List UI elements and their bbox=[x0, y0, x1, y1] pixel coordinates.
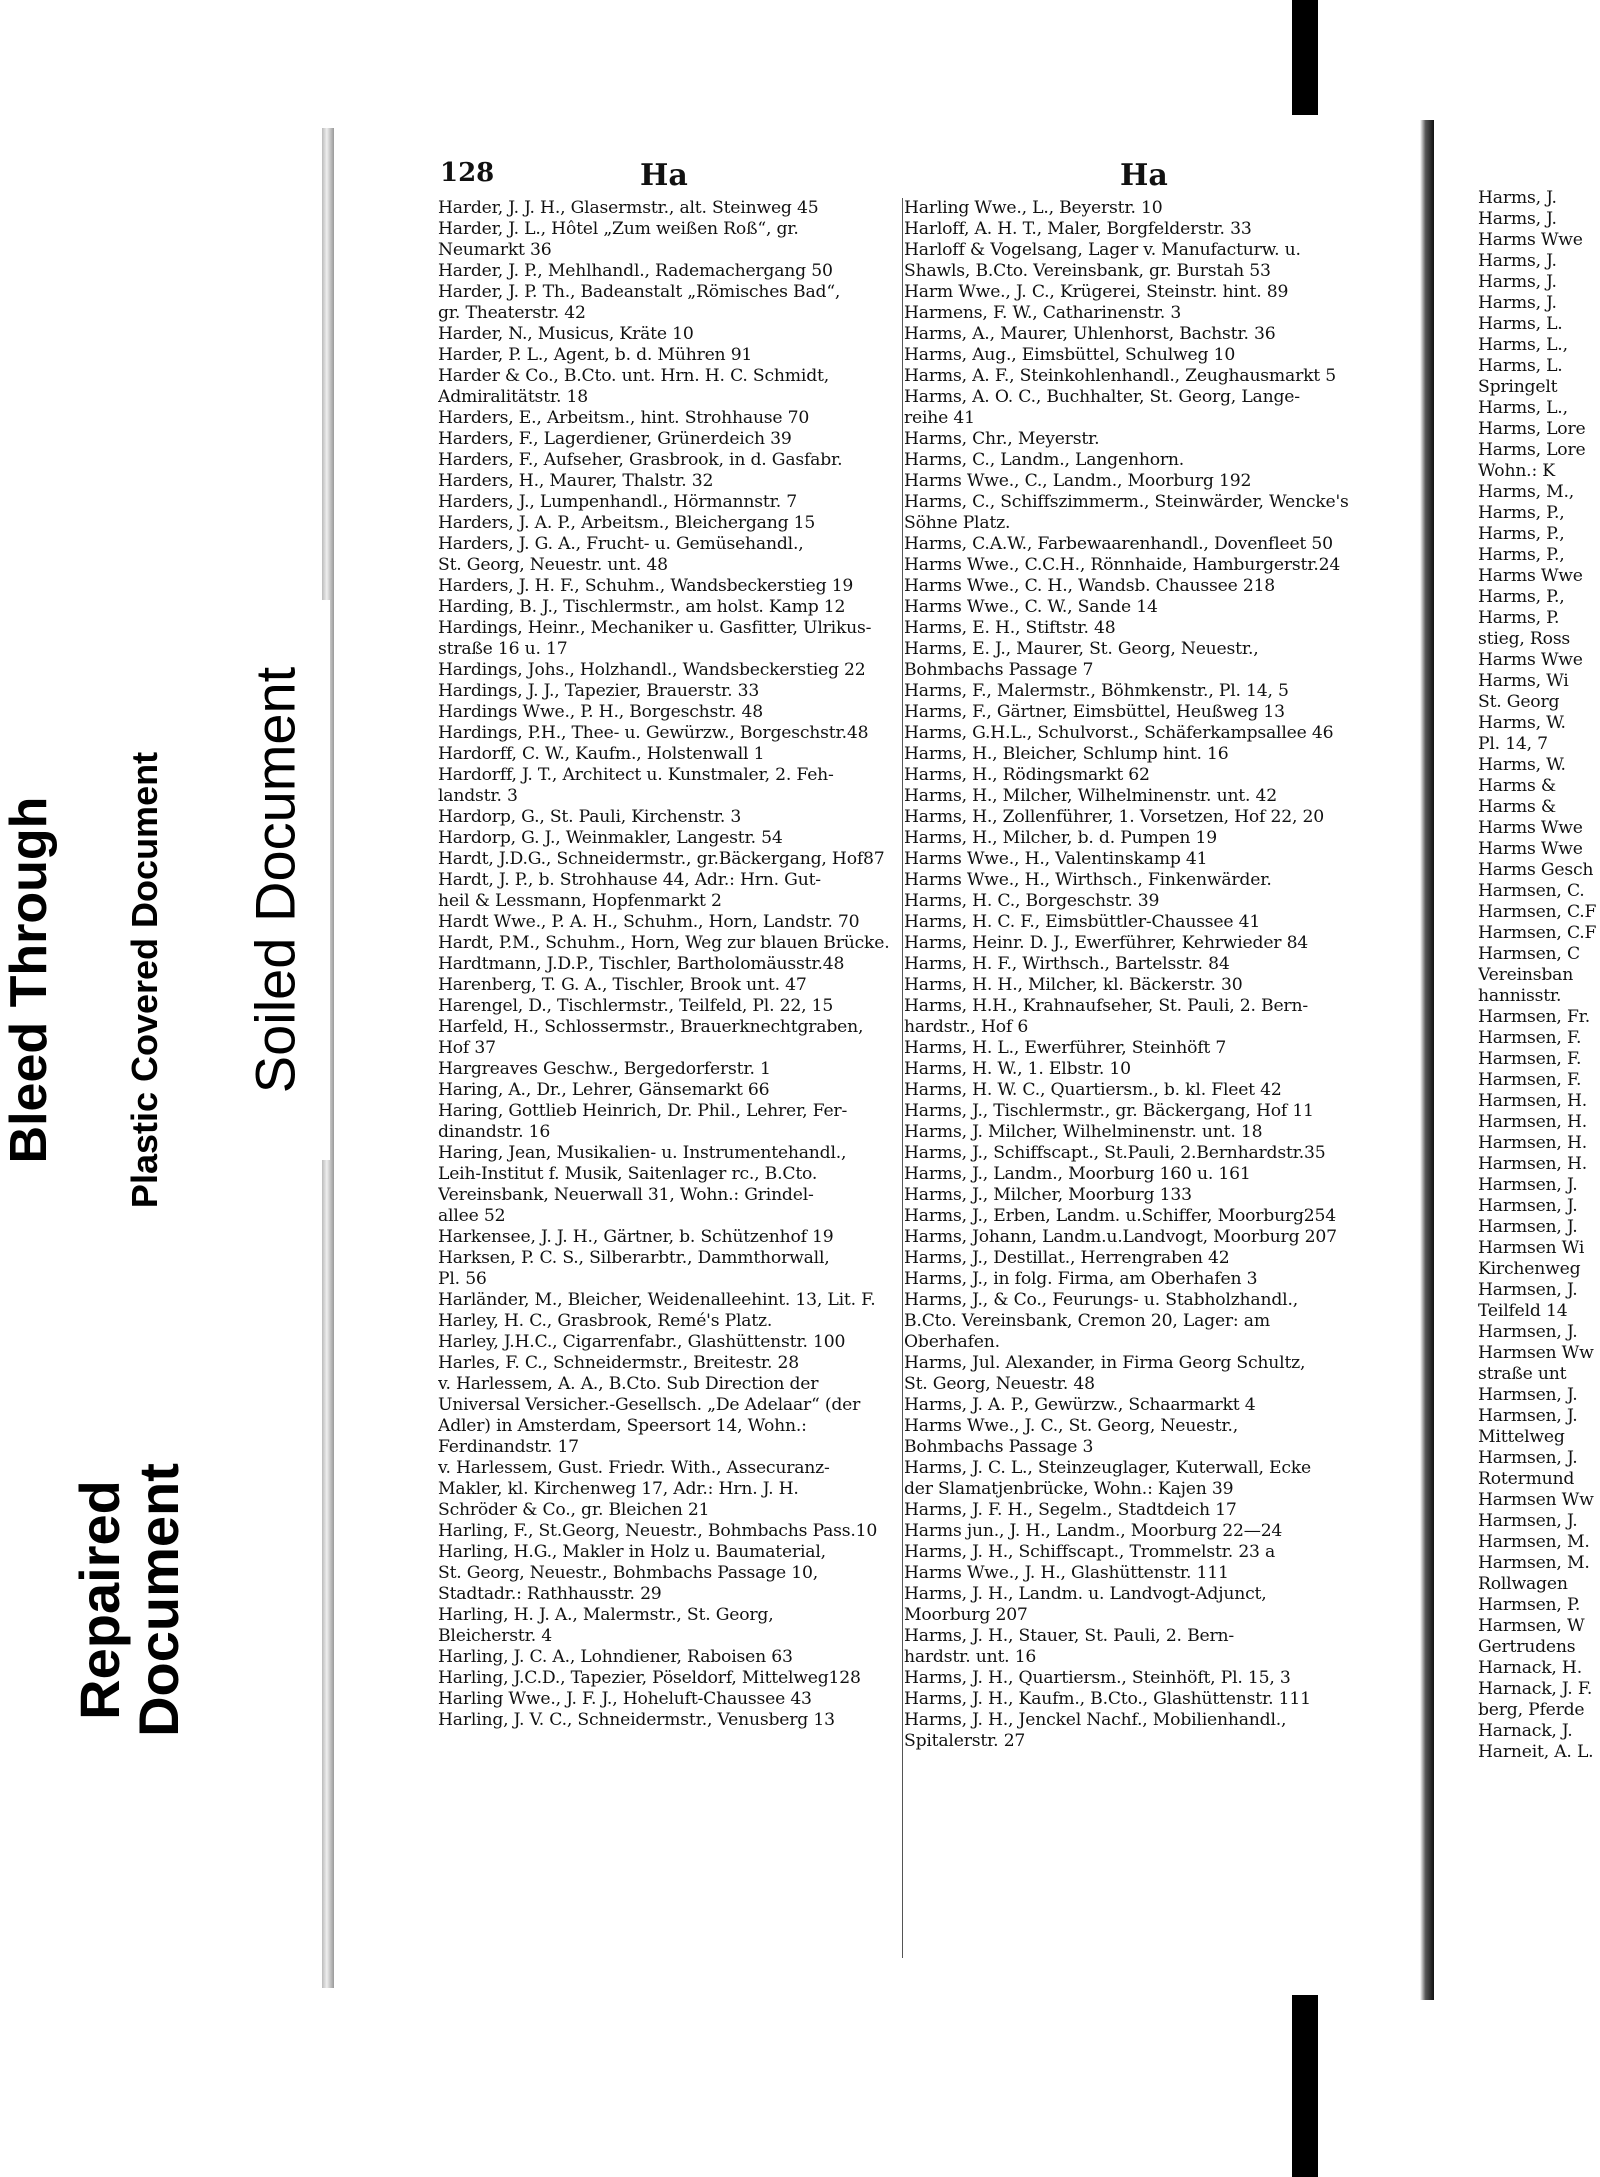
directory-entry-line: v. Harlessem, A. A., B.Cto. Sub Direction der bbox=[438, 1374, 819, 1394]
directory-entry-line: Harms, J., Tischlermstr., gr. Bäckergang, Hof 11 bbox=[904, 1101, 1314, 1121]
directory-entry-line: Harms, Lore bbox=[1478, 440, 1586, 460]
directory-entry-line: hardstr., Hof 6 bbox=[904, 1017, 1029, 1037]
directory-entry-line: Harms, E. J., Maurer, St. Georg, Neuestr., bbox=[904, 639, 1259, 659]
directory-entry-line: St. Georg, Neuestr., Bohmbachs Passage 10, bbox=[438, 1563, 818, 1583]
directory-entry-line: Hargreaves Geschw., Bergedorferstr. 1 bbox=[438, 1059, 771, 1079]
directory-entry-line: Harnack, J. F. bbox=[1478, 1679, 1593, 1699]
directory-entry-line: Harms, J., Erben, Landm. u.Schiffer, Moorburg254 bbox=[904, 1206, 1336, 1226]
directory-entry-line: Harmsen, H. bbox=[1478, 1091, 1587, 1111]
directory-entry-line: Harms, Heinr. D. J., Ewerführer, Kehrwieder 84 bbox=[904, 933, 1309, 953]
directory-entry-line: Harms, H., Bleicher, Schlump hint. 16 bbox=[904, 744, 1229, 764]
directory-entry-line: Harms, A. O. C., Buchhalter, St. Georg, Lange- bbox=[904, 387, 1300, 407]
directory-entry-line: Harms Wwe bbox=[1478, 839, 1583, 859]
stamp-soiled-text: Soiled Document bbox=[243, 666, 307, 1094]
directory-entry-line: Harms, J., Destillat., Herrengraben 42 bbox=[904, 1248, 1230, 1268]
directory-entry-line: Harmsen, J. bbox=[1478, 1322, 1578, 1342]
directory-entry-line: Harms, Wi bbox=[1478, 671, 1569, 691]
directory-entry-line: Harmsen, J. bbox=[1478, 1511, 1578, 1531]
directory-entry-line: Harder & Co., B.Cto. unt. Hrn. H. C. Schmidt, bbox=[438, 366, 829, 386]
right-column-heading: Ha bbox=[1120, 158, 1168, 193]
page-header bbox=[440, 158, 1340, 192]
directory-entry-line: Harms Wwe., C. W., Sande 14 bbox=[904, 597, 1158, 617]
directory-entry-line: Haring, Gottlieb Heinrich, Dr. Phil., Lehrer, Fer- bbox=[438, 1101, 848, 1121]
directory-entry-line: Hardings, Heinr., Mechaniker u. Gasfitter, Ulrikus- bbox=[438, 618, 872, 638]
directory-entry-line: Harms Wwe., C. H., Wandsb. Chaussee 218 bbox=[904, 576, 1276, 596]
directory-entry-line: Harms, J. bbox=[1478, 272, 1557, 292]
directory-entry-line: reihe 41 bbox=[904, 408, 975, 428]
directory-entry-line: Harmsen, F. bbox=[1478, 1049, 1582, 1069]
directory-entry-line: straße 16 u. 17 bbox=[438, 639, 568, 659]
directory-entry-line: Hardt Wwe., P. A. H., Schuhm., Horn, Landstr. 70 bbox=[438, 912, 860, 932]
directory-entry-line: Harms Wwe., J. C., St. Georg, Neuestr., bbox=[904, 1416, 1239, 1436]
directory-entry-line: Harms, P. bbox=[1478, 608, 1560, 628]
directory-entry-line: B.Cto. Vereinsbank, Cremon 20, Lager: am bbox=[904, 1311, 1270, 1331]
stamp-soiled-document bbox=[220, 600, 330, 1160]
directory-entry-line: Stadtadr.: Rathhausstr. 29 bbox=[438, 1584, 662, 1604]
directory-entry-line: Harms, C.A.W., Farbewaarenhandl., Dovenfleet 50 bbox=[904, 534, 1333, 554]
directory-entry-line: Haring, A., Dr., Lehrer, Gänsemarkt 66 bbox=[438, 1080, 770, 1100]
directory-entry-line: Vereinsbank, Neuerwall 31, Wohn.: Grindel- bbox=[438, 1185, 814, 1205]
directory-entry-line: Harms Wwe., H., Wirthsch., Finkenwärder. bbox=[904, 870, 1272, 890]
directory-entry-line: Harmsen, J. bbox=[1478, 1448, 1578, 1468]
directory-entry-line: Harmsen, F. bbox=[1478, 1070, 1582, 1090]
directory-entry-line: Harms, C., Schiffszimmerm., Steinwärder, Wencke's bbox=[904, 492, 1349, 512]
directory-entry-line: Harms, L., bbox=[1478, 398, 1568, 418]
directory-entry-line: Harling Wwe., L., Beyerstr. 10 bbox=[904, 198, 1163, 218]
directory-entry-line: Harfeld, H., Schlossermstr., Brauerknechtgraben, bbox=[438, 1017, 864, 1037]
directory-entry-line: Harloff, A. H. T., Maler, Borgfelderstr. 33 bbox=[904, 219, 1252, 239]
directory-entry-line: landstr. 3 bbox=[438, 786, 518, 806]
next-page-edge-column bbox=[1478, 188, 1600, 1763]
directory-entry-line: gr. Theaterstr. 42 bbox=[438, 303, 586, 323]
directory-entry-line: Harms, J., Landm., Moorburg 160 u. 161 bbox=[904, 1164, 1251, 1184]
directory-entry-line: Harles, F. C., Schneidermstr., Breitestr. 28 bbox=[438, 1353, 799, 1373]
directory-entry-line: Harms, J. H., Stauer, St. Pauli, 2. Bern- bbox=[904, 1626, 1234, 1646]
directory-entry-line: Harms, J. H., Jenckel Nachf., Mobilienhandl., bbox=[904, 1710, 1287, 1730]
directory-entry-line: Harländer, M., Bleicher, Weidenalleehint. 13, Lit. F. bbox=[438, 1290, 876, 1310]
directory-entry-line: Moorburg 207 bbox=[904, 1605, 1028, 1625]
directory-entry-line: Harmsen, H. bbox=[1478, 1112, 1587, 1132]
directory-entry-line: Harms, H. C. F., Eimsbüttler-Chaussee 41 bbox=[904, 912, 1261, 932]
directory-entry-line: Harmsen, F. bbox=[1478, 1028, 1582, 1048]
directory-entry-line: St. Georg bbox=[1478, 692, 1560, 712]
directory-entry-line: Harnack, H. bbox=[1478, 1658, 1582, 1678]
directory-entry-line: straße unt bbox=[1478, 1364, 1567, 1384]
directory-entry-line: Harms, P., bbox=[1478, 503, 1565, 523]
directory-entry-line: Hardorp, G. J., Weinmakler, Langestr. 54 bbox=[438, 828, 783, 848]
directory-entry-line: Hardt, J. P., b. Strohhause 44, Adr.: Hrn. Gut- bbox=[438, 870, 821, 890]
directory-entry-line: Harms, P., bbox=[1478, 587, 1565, 607]
directory-entry-line: Harms, J. bbox=[1478, 251, 1557, 271]
directory-entry-line: Gertrudens bbox=[1478, 1637, 1576, 1657]
directory-entry-line: Kirchenweg bbox=[1478, 1259, 1581, 1279]
directory-entry-line: Harms, J., in folg. Firma, am Oberhafen 3 bbox=[904, 1269, 1258, 1289]
directory-entry-line: Bohmbachs Passage 7 bbox=[904, 660, 1094, 680]
directory-entry-line: stieg, Ross bbox=[1478, 629, 1571, 649]
directory-entry-line: Harms, G.H.L., Schulvorst., Schäferkampsallee 46 bbox=[904, 723, 1334, 743]
directory-entry-line: Harms, J. H., Quartiersm., Steinhöft, Pl. 15, 3 bbox=[904, 1668, 1291, 1688]
directory-entry-line: v. Harlessem, Gust. Friedr. With., Assecuranz- bbox=[438, 1458, 830, 1478]
directory-entry-line: Harnack, J. bbox=[1478, 1721, 1573, 1741]
directory-entry-line: Harmsen, J. bbox=[1478, 1217, 1578, 1237]
directory-entry-line: Harms, M., bbox=[1478, 482, 1575, 502]
directory-entry-line: Harms, W. bbox=[1478, 755, 1566, 775]
directory-entry-line: hardstr. unt. 16 bbox=[904, 1647, 1037, 1667]
directory-entry-line: Harksen, P. C. S., Silberarbtr., Dammthorwall, bbox=[438, 1248, 830, 1268]
directory-entry-line: Harms, J. Milcher, Wilhelminenstr. unt. 18 bbox=[904, 1122, 1263, 1142]
directory-entry-line: Leih-Institut f. Musik, Saitenlager rc., B.Cto. bbox=[438, 1164, 818, 1184]
directory-entry-line: Harms, Johann, Landm.u.Landvogt, Moorburg 207 bbox=[904, 1227, 1337, 1247]
directory-entry-line: hannisstr. bbox=[1478, 986, 1562, 1006]
directory-entry-line: Harling, F., St.Georg, Neuestr., Bohmbachs Pass.10 bbox=[438, 1521, 878, 1541]
directory-entry-line: Harders, E., Arbeitsm., hint. Strohhause 70 bbox=[438, 408, 810, 428]
directory-entry-line: Harder, J. J. H., Glasermstr., alt. Steinweg 45 bbox=[438, 198, 819, 218]
left-column-heading: Ha bbox=[640, 158, 688, 193]
directory-entry-line: Harmsen Wi bbox=[1478, 1238, 1585, 1258]
directory-entry-line: Harms, J. A. P., Gewürzw., Schaarmarkt 4 bbox=[904, 1395, 1256, 1415]
stamp-bleed-through bbox=[0, 700, 58, 1260]
directory-entry-line: Harms Wwe., C., Landm., Moorburg 192 bbox=[904, 471, 1252, 491]
directory-entry-line: Harms, J. H., Schiffscapt., Trommelstr. 23 a bbox=[904, 1542, 1276, 1562]
directory-entry-line: Harms Wwe bbox=[1478, 230, 1583, 250]
directory-entry-line: Neumarkt 36 bbox=[438, 240, 552, 260]
directory-entry-line: Harms, E. H., Stiftstr. 48 bbox=[904, 618, 1116, 638]
directory-entry-line: Harder, J. P. Th., Badeanstalt „Römisches Bad“, bbox=[438, 282, 841, 302]
directory-entry-line: Bleicherstr. 4 bbox=[438, 1626, 552, 1646]
directory-entry-line: Hardorff, C. W., Kaufm., Holstenwall 1 bbox=[438, 744, 765, 764]
directory-entry-line: Harms Wwe bbox=[1478, 818, 1583, 838]
directory-entry-line: Harms Gesch bbox=[1478, 860, 1594, 880]
directory-entry-line: Rotermund bbox=[1478, 1469, 1575, 1489]
directory-entry-line: Harmsen, C.F bbox=[1478, 902, 1597, 922]
directory-entry-line: Harms, H.H., Krahnaufseher, St. Pauli, 2. Bern- bbox=[904, 996, 1308, 1016]
directory-entry-line: Söhne Platz. bbox=[904, 513, 1011, 533]
directory-entry-line: Harling, H. J. A., Malermstr., St. Georg, bbox=[438, 1605, 774, 1625]
directory-entry-line: Harling, J. V. C., Schneidermstr., Venusberg 13 bbox=[438, 1710, 835, 1730]
scanner-edge-bar-top bbox=[1292, 0, 1318, 115]
directory-entry-line: Harms, L., bbox=[1478, 335, 1568, 355]
directory-entry-line: Harmsen, H. bbox=[1478, 1133, 1587, 1153]
scanner-edge-bar-bottom bbox=[1292, 1995, 1318, 2177]
directory-entry-line: berg, Pferde bbox=[1478, 1700, 1585, 1720]
directory-entry-line: Harloff & Vogelsang, Lager v. Manufacturw. u. bbox=[904, 240, 1301, 260]
directory-entry-line: Harms, H., Rödingsmarkt 62 bbox=[904, 765, 1150, 785]
directory-entry-line: Harmsen, W bbox=[1478, 1616, 1585, 1636]
stamp-repaired-text bbox=[68, 1463, 190, 1737]
directory-entry-line: Hardorff, J. T., Architect u. Kunstmaler, 2. Feh- bbox=[438, 765, 834, 785]
stamp-repaired-line-2: Document bbox=[127, 1463, 190, 1737]
directory-entry-line: Harmsen, C. bbox=[1478, 881, 1585, 901]
directory-entry-line: Haring, Jean, Musikalien- u. Instrumentehandl., bbox=[438, 1143, 847, 1163]
directory-entry-line: Harms, J. H., Landm. u. Landvogt-Adjunct, bbox=[904, 1584, 1267, 1604]
directory-entry-line: Harms, J. F. H., Segelm., Stadtdeich 17 bbox=[904, 1500, 1237, 1520]
directory-entry-line: Admiralitätstr. 18 bbox=[438, 387, 588, 407]
stamp-bleed-text: Bleed Through bbox=[0, 796, 58, 1164]
directory-entry-line: Harms, J., Milcher, Moorburg 133 bbox=[904, 1185, 1192, 1205]
directory-entry-line: Bohmbachs Passage 3 bbox=[904, 1437, 1094, 1457]
directory-entry-line: Harmsen, J. bbox=[1478, 1196, 1578, 1216]
directory-entry-line: Makler, kl. Kirchenweg 17, Adr.: Hrn. J. H. bbox=[438, 1479, 799, 1499]
directory-entry-line: Hof 37 bbox=[438, 1038, 496, 1058]
directory-entry-line: Rollwagen bbox=[1478, 1574, 1568, 1594]
directory-entry-line: Harmsen, Fr. bbox=[1478, 1007, 1591, 1027]
directory-entry-line: Harder, N., Musicus, Kräte 10 bbox=[438, 324, 694, 344]
directory-entry-line: Harms, Aug., Eimsbüttel, Schulweg 10 bbox=[904, 345, 1236, 365]
directory-entry-line: Harms, H., Zollenführer, 1. Vorsetzen, Hof 22, 20 bbox=[904, 807, 1324, 827]
directory-entry-line: Universal Versicher.-Gesellsch. „De Adelaar“ (der bbox=[438, 1395, 861, 1415]
directory-entry-line: Harmsen, M. bbox=[1478, 1532, 1590, 1552]
directory-entry-line: Harders, F., Aufseher, Grasbrook, in d. Gasfabr. bbox=[438, 450, 843, 470]
directory-entry-line: Harms Wwe bbox=[1478, 566, 1583, 586]
stamp-repaired-line-1: Repaired bbox=[68, 1480, 132, 1720]
directory-entry-line: Harms, H. W., 1. Elbstr. 10 bbox=[904, 1059, 1131, 1079]
directory-entry-line: Harling Wwe., J. F. J., Hoheluft-Chaussee 43 bbox=[438, 1689, 812, 1709]
directory-entry-line: Harms & bbox=[1478, 776, 1556, 796]
directory-entry-line: Hardt, P.M., Schuhm., Horn, Weg zur blauen Brücke. bbox=[438, 933, 890, 953]
directory-entry-line: Harders, J. A. P., Arbeitsm., Bleichergang 15 bbox=[438, 513, 816, 533]
directory-entry-line: allee 52 bbox=[438, 1206, 506, 1226]
directory-entry-line: Harmsen, J. bbox=[1478, 1406, 1578, 1426]
directory-entry-line: Harms Wwe., H., Valentinskamp 41 bbox=[904, 849, 1208, 869]
directory-entry-line: Harms, H., Milcher, b. d. Pumpen 19 bbox=[904, 828, 1217, 848]
directory-entry-line: Harms, H. L., Ewerführer, Steinhöft 7 bbox=[904, 1038, 1227, 1058]
directory-entry-line: Harms Wwe., J. H., Glashüttenstr. 111 bbox=[904, 1563, 1229, 1583]
directory-entry-line: dinandstr. 16 bbox=[438, 1122, 551, 1142]
directory-entry-line: Harms, J. bbox=[1478, 293, 1557, 313]
directory-entry-line: Harder, J. P., Mehlhandl., Rademachergang 50 bbox=[438, 261, 833, 281]
directory-entry-line: Teilfeld 14 bbox=[1478, 1301, 1568, 1321]
directory-entry-line: Harms, J., Schiffscapt., St.Pauli, 2.Bernhardstr.35 bbox=[904, 1143, 1326, 1163]
directory-entry-line: Harms jun., J. H., Landm., Moorburg 22—24 bbox=[904, 1521, 1283, 1541]
directory-entry-line: Harms, J. bbox=[1478, 188, 1557, 208]
directory-entry-line: Oberhafen. bbox=[904, 1332, 1000, 1352]
directory-entry-line: Harmsen Ww bbox=[1478, 1490, 1594, 1510]
directory-entry-line: Adler) in Amsterdam, Speersort 14, Wohn.: bbox=[438, 1416, 807, 1436]
directory-entry-line: Harms, W. bbox=[1478, 713, 1566, 733]
directory-entry-line: Harms, L. bbox=[1478, 314, 1563, 334]
directory-entry-line: Harley, H. C., Grasbrook, Remé's Platz. bbox=[438, 1311, 773, 1331]
stamp-repaired-document bbox=[40, 1380, 220, 1820]
directory-entry-line: Harms, J., & Co., Feurungs- u. Stabholzhandl., bbox=[904, 1290, 1298, 1310]
directory-entry-line: Harmsen, H. bbox=[1478, 1154, 1587, 1174]
directory-entry-line: Harmsen, C.F bbox=[1478, 923, 1597, 943]
stamp-plastic-covered bbox=[90, 660, 200, 1300]
page-number: 128 bbox=[440, 158, 495, 188]
directory-entry-line: Harmsen, J. bbox=[1478, 1175, 1578, 1195]
directory-entry-line: Hardings, P.H., Thee- u. Gewürzw., Borgeschstr.48 bbox=[438, 723, 869, 743]
directory-entry-line: heil & Lessmann, Hopfenmarkt 2 bbox=[438, 891, 722, 911]
directory-entry-line: Harms, H. W. C., Quartiersm., b. kl. Fleet 42 bbox=[904, 1080, 1282, 1100]
left-directory-column bbox=[438, 198, 904, 1731]
directory-entry-line: Harms, H., Milcher, Wilhelminenstr. unt. 42 bbox=[904, 786, 1278, 806]
directory-entry-line: Hardorp, G., St. Pauli, Kirchenstr. 3 bbox=[438, 807, 742, 827]
directory-entry-line: Harenberg, T. G. A., Tischler, Brook unt. 47 bbox=[438, 975, 807, 995]
directory-entry-line: St. Georg, Neuestr. unt. 48 bbox=[438, 555, 668, 575]
directory-entry-line: Harmsen, J. bbox=[1478, 1280, 1578, 1300]
directory-entry-line: Harms, Lore bbox=[1478, 419, 1586, 439]
directory-entry-line: Harengel, D., Tischlermstr., Teilfeld, Pl. 22, 15 bbox=[438, 996, 834, 1016]
directory-entry-line: Harms, H. H., Milcher, kl. Bäckerstr. 30 bbox=[904, 975, 1243, 995]
directory-entry-line: Shawls, B.Cto. Vereinsbank, gr. Burstah 53 bbox=[904, 261, 1271, 281]
directory-entry-line: Harders, J. G. A., Frucht- u. Gemüsehandl., bbox=[438, 534, 804, 554]
directory-entry-line: Pl. 14, 7 bbox=[1478, 734, 1548, 754]
directory-entry-line: Hardtmann, J.D.P., Tischler, Bartholomäusstr.48 bbox=[438, 954, 845, 974]
directory-entry-line: Harding, B. J., Tischlermstr., am holst. Kamp 12 bbox=[438, 597, 846, 617]
directory-entry-line: Hardings, Johs., Holzhandl., Wandsbeckerstieg 22 bbox=[438, 660, 866, 680]
directory-entry-line: Harkensee, J. J. H., Gärtner, b. Schützenhof 19 bbox=[438, 1227, 834, 1247]
directory-entry-line: Harms, J. H., Kaufm., B.Cto., Glashüttenstr. 111 bbox=[904, 1689, 1311, 1709]
directory-entry-line: Harms, P., bbox=[1478, 524, 1565, 544]
directory-entry-line: Harm Wwe., J. C., Krügerei, Steinstr. hint. 89 bbox=[904, 282, 1289, 302]
directory-entry-line: Harders, F., Lagerdiener, Grünerdeich 39 bbox=[438, 429, 792, 449]
directory-entry-line: Harling, J. C. A., Lohndiener, Raboisen 63 bbox=[438, 1647, 793, 1667]
directory-entry-line: Harms, Jul. Alexander, in Firma Georg Schultz, bbox=[904, 1353, 1306, 1373]
directory-entry-line: Harms, H. F., Wirthsch., Bartelsstr. 84 bbox=[904, 954, 1230, 974]
directory-entry-line: Spitalerstr. 27 bbox=[904, 1731, 1026, 1751]
directory-entry-line: Harms, A., Maurer, Uhlenhorst, Bachstr. 36 bbox=[904, 324, 1276, 344]
directory-entry-line: Harms, Chr., Meyerstr. bbox=[904, 429, 1100, 449]
directory-entry-line: Harms, C., Landm., Langenhorn. bbox=[904, 450, 1184, 470]
directory-entry-line: Harms, F., Malermstr., Böhmkenstr., Pl. 14, 5 bbox=[904, 681, 1289, 701]
directory-entry-line: Harms Wwe., C.C.H., Rönnhaide, Hamburgerstr.24 bbox=[904, 555, 1341, 575]
stamp-plastic-text: Plastic Covered Document bbox=[124, 751, 165, 1209]
directory-entry-line: Hardt, J.D.G., Schneidermstr., gr.Bäckergang, Hof87 bbox=[438, 849, 885, 869]
right-directory-column bbox=[904, 198, 1370, 1752]
directory-entry-line: St. Georg, Neuestr. 48 bbox=[904, 1374, 1095, 1394]
directory-entry-line: Harders, J. H. F., Schuhm., Wandsbeckerstieg 19 bbox=[438, 576, 854, 596]
directory-entry-line: Vereinsban bbox=[1478, 965, 1574, 985]
directory-entry-line: Harms, P., bbox=[1478, 545, 1565, 565]
directory-entry-line: Hardings, J. J., Tapezier, Brauerstr. 33 bbox=[438, 681, 760, 701]
directory-entry-line: Harms, A. F., Steinkohlenhandl., Zeughausmarkt 5 bbox=[904, 366, 1337, 386]
directory-entry-line: Harmens, F. W., Catharinenstr. 3 bbox=[904, 303, 1182, 323]
directory-entry-line: Harling, J.C.D., Tapezier, Pöseldorf, Mittelweg128 bbox=[438, 1668, 861, 1688]
directory-entry-line: Harms, F., Gärtner, Eimsbüttel, Heußweg 13 bbox=[904, 702, 1285, 722]
directory-entry-line: Harmsen, C bbox=[1478, 944, 1580, 964]
directory-entry-line: Springelt bbox=[1478, 377, 1558, 397]
page-fold-shadow bbox=[1420, 120, 1434, 2000]
directory-entry-line: Harmsen Ww bbox=[1478, 1343, 1594, 1363]
directory-entry-line: Harms, J. bbox=[1478, 209, 1557, 229]
directory-entry-line: Wohn.: K bbox=[1478, 461, 1555, 481]
directory-entry-line: Pl. 56 bbox=[438, 1269, 487, 1289]
directory-entry-line: Ferdinandstr. 17 bbox=[438, 1437, 579, 1457]
directory-entry-line: Harmsen, P. bbox=[1478, 1595, 1581, 1615]
directory-entry-line: Harneit, A. L. bbox=[1478, 1742, 1594, 1762]
directory-entry-line: Harders, J., Lumpenhandl., Hörmannstr. 7 bbox=[438, 492, 797, 512]
directory-entry-line: Harms, J. C. L., Steinzeuglager, Kuterwall, Ecke bbox=[904, 1458, 1312, 1478]
directory-entry-line: Harmsen, M. bbox=[1478, 1553, 1590, 1573]
directory-entry-line: Harders, H., Maurer, Thalstr. 32 bbox=[438, 471, 714, 491]
directory-entry-line: Mittelweg bbox=[1478, 1427, 1565, 1447]
directory-entry-line: Harms & bbox=[1478, 797, 1556, 817]
directory-entry-line: Harder, J. L., Hôtel „Zum weißen Roß“, gr. bbox=[438, 219, 799, 239]
directory-entry-line: Harmsen, J. bbox=[1478, 1385, 1578, 1405]
directory-entry-line: Harms, L. bbox=[1478, 356, 1563, 376]
directory-entry-line: Hardings Wwe., P. H., Borgeschstr. 48 bbox=[438, 702, 763, 722]
directory-entry-line: Harms Wwe bbox=[1478, 650, 1583, 670]
directory-entry-line: Harms, H. C., Borgeschstr. 39 bbox=[904, 891, 1160, 911]
directory-entry-line: der Slamatjenbrücke, Wohn.: Kajen 39 bbox=[904, 1479, 1234, 1499]
directory-entry-line: Harley, J.H.C., Cigarrenfabr., Glashüttenstr. 100 bbox=[438, 1332, 846, 1352]
directory-entry-line: Harder, P. L., Agent, b. d. Mühren 91 bbox=[438, 345, 753, 365]
directory-entry-line: Harling, H.G., Makler in Holz u. Baumaterial, bbox=[438, 1542, 826, 1562]
directory-entry-line: Schröder & Co., gr. Bleichen 21 bbox=[438, 1500, 710, 1520]
